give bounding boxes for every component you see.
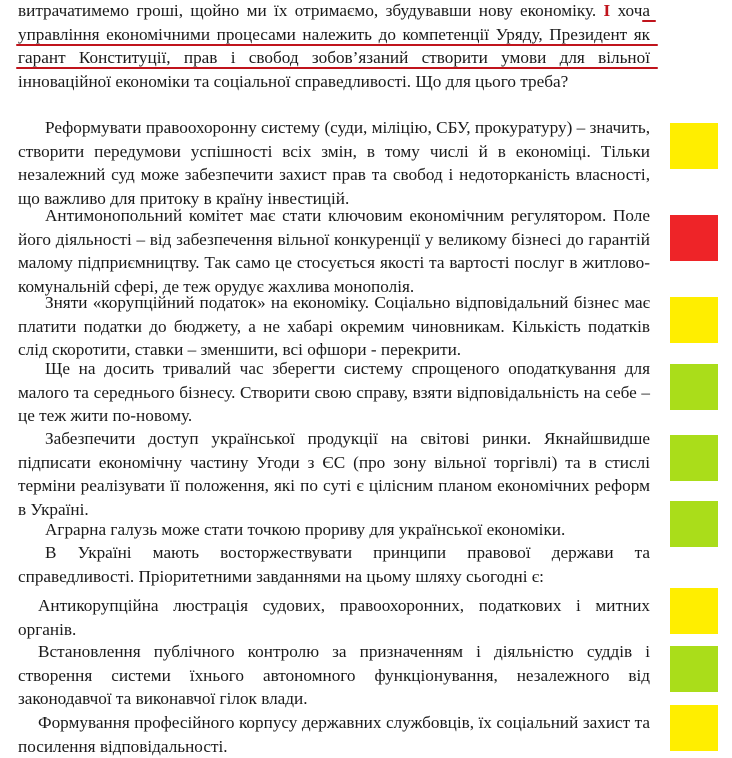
status-square bbox=[670, 215, 718, 261]
paragraph-intro-after: хоча управління економічними процесами належить до компетенції Уряду, Президент як гарант Конституції, прав і свобод зобов’язаний створити умови для вільної інноваційної економіки та соціальної справедливості. Що для цього треба? bbox=[18, 1, 650, 91]
highlighted-letter: І bbox=[603, 1, 611, 20]
paragraph-intro bbox=[18, 0, 650, 93]
paragraph-lustration: Антикорупційна люстрація судових, правоохоронних, податкових і митних органів. bbox=[18, 596, 650, 639]
paragraph-simplified-taxation: Ще на досить тривалий час зберегти систему спрощеного оподаткування для малого та середнього бізнесу. Створити свою справу, взяти відповідальність на себе – це теж жити по-новому. bbox=[18, 359, 650, 425]
red-underline-2 bbox=[16, 44, 658, 46]
status-square bbox=[670, 588, 718, 634]
red-underline-3 bbox=[16, 67, 658, 69]
status-square bbox=[670, 297, 718, 343]
paragraph-public-control: Встановлення публічного контролю за призначенням і діяльністю суддів і створення системи їхнього автономного функціонування, незалежного від законодавчої та виконавчої гілок влади. bbox=[18, 642, 650, 708]
status-square bbox=[670, 705, 718, 751]
status-square bbox=[670, 435, 718, 481]
paragraph-world-markets: Забезпечити доступ української продукції на світові ринки. Якнайшвидше підписати економічну частину Угоди з ЄС (про зону вільної торгівлі) та в стислі терміни реалізувати її положення, які по суті є цілісним планом економічних реформ в Україні. bbox=[18, 429, 650, 519]
paragraph-law-enforcement: Реформувати правоохоронну систему (суди, міліцію, СБУ, прокуратуру) – значить, створити передумови успішності всіх змін, в тому числі й в економіці. Тільки незалежний суд може забезпечити захист прав та свобод і недоторканість власності, що важливо для притоку в країну інвестицій. bbox=[18, 118, 650, 208]
status-square bbox=[670, 364, 718, 410]
red-underline-1 bbox=[642, 20, 656, 22]
paragraph-rule-of-law: В Україні мають восторжествувати принципи правової держави та справедливості. Пріоритетними завданнями на цьому шляху сьогодні є: bbox=[18, 543, 650, 586]
paragraph-intro-before: витрачатимемо гроші, щойно ми їх отримаємо, збудувавши нову економіку. bbox=[18, 1, 604, 20]
paragraph-agrarian: Аграрна галузь може стати точкою прориву для української економіки. bbox=[45, 520, 566, 539]
status-square bbox=[670, 501, 718, 547]
status-square bbox=[670, 123, 718, 169]
paragraph-civil-service: Формування професійного корпусу державних службовців, їх соціальний захист та посилення відповідальності. bbox=[18, 713, 650, 756]
paragraph-antimonopoly: Антимонопольний комітет має стати ключовим економічним регулятором. Поле його діяльності – від забезпечення вільної конкуренції у великому бізнесі до гарантій малому підприємництву. Так само це стосується якості та вартості послуг в житлово-комунальній сфері, де теж орудує жахлива монополія. bbox=[18, 206, 650, 296]
status-square bbox=[670, 646, 718, 692]
paragraph-corruption-tax: Зняти «корупційний податок» на економіку. Соціально відповідальний бізнес має платити податки до бюджету, а не хабарі окремим чиновникам. Кількість податків слід скоротити, ставки – зменшити, всі офшори - перекрити. bbox=[18, 293, 650, 359]
